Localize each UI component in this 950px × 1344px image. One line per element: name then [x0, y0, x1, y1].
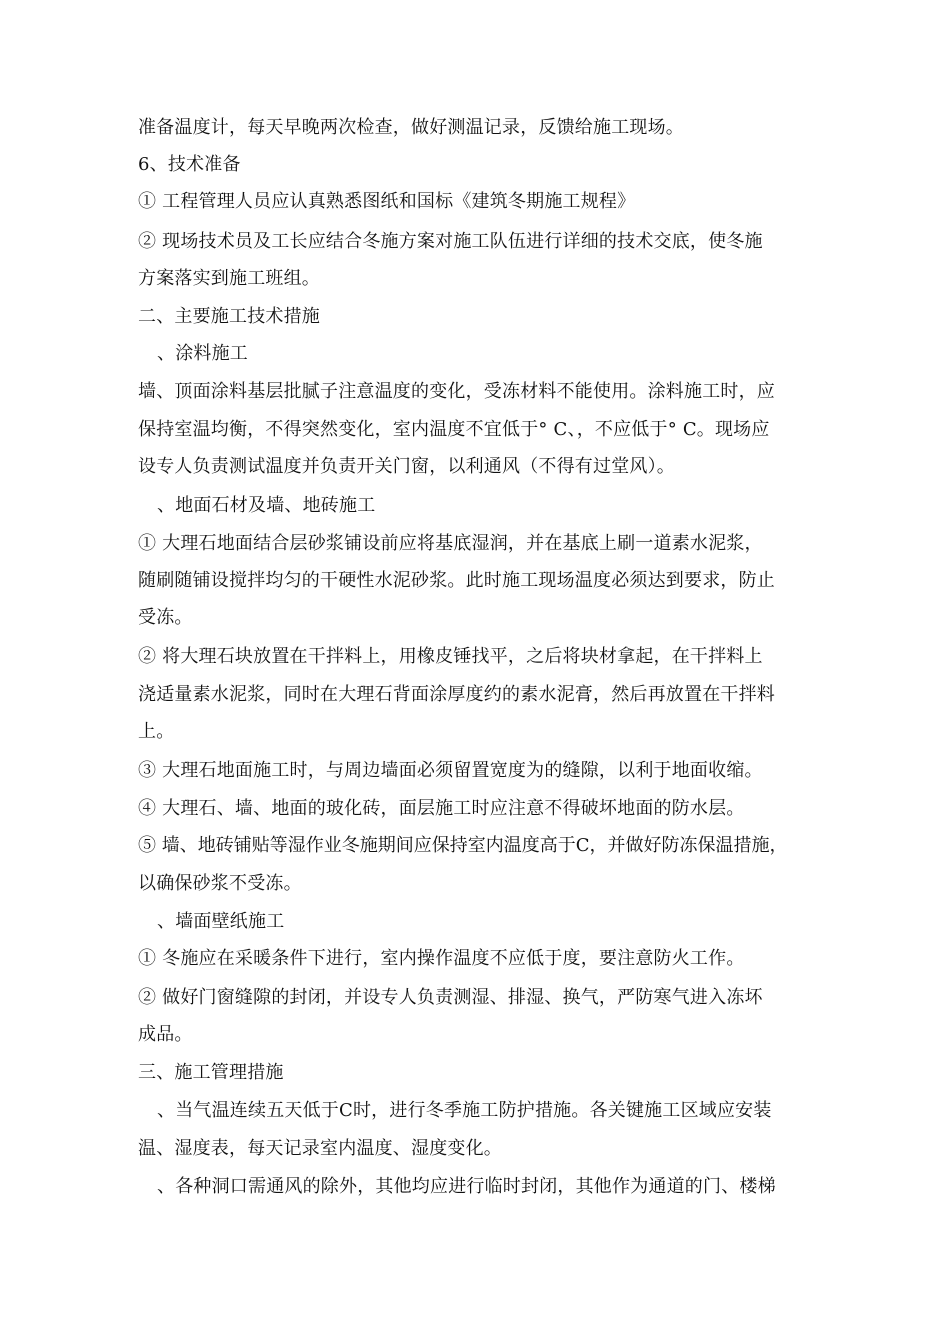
text-line: 、当气温连续五天低于C时，进行冬季施工防护措施。各关键施工区域应安装: [157, 1100, 772, 1121]
section-heading: 二、主要施工技术措施: [138, 306, 320, 327]
section-heading: 三、施工管理措施: [138, 1062, 284, 1083]
subsection-heading: 、涂料施工: [157, 343, 248, 364]
subsection-heading: 、墙面壁纸施工: [157, 911, 285, 932]
text-line: ② 现场技术员及工长应结合冬施方案对施工队伍进行详细的技术交底，使冬施: [138, 231, 763, 252]
text-line: 浇适量素水泥浆，同时在大理石背面涂厚度约的素水泥膏，然后再放置在干拌料: [138, 684, 775, 705]
text-line: 以确保砂浆不受冻。: [138, 873, 302, 894]
text-line: ① 工程管理人员应认真熟悉图纸和国标《建筑冬期施工规程》: [138, 191, 636, 212]
text-line: 上。: [138, 721, 175, 742]
section-heading: 6、技术准备: [138, 154, 241, 175]
text-line: ① 冬施应在采暖条件下进行，室内操作温度不应低于度，要注意防火工作。: [138, 948, 745, 969]
text-line: ③ 大理石地面施工时，与周边墙面必须留置宽度为的缝隙，以利于地面收缩。: [138, 760, 763, 781]
text-line: 方案落实到施工班组。: [138, 268, 320, 289]
subsection-heading: 、地面石材及墙、地砖施工: [157, 495, 376, 516]
text-line: 受冻。: [138, 607, 193, 628]
text-line: 温、湿度表，每天记录室内温度、湿度变化。: [138, 1138, 502, 1159]
text-line: 、各种洞口需通风的除外，其他均应进行临时封闭，其他作为通道的门、楼梯: [157, 1176, 776, 1197]
text-line: ① 大理石地面结合层砂浆铺设前应将基底湿润，并在基底上刷一道素水泥浆，: [138, 533, 763, 554]
text-line: 准备温度计，每天早晚两次检查，做好测温记录，反馈给施工现场。: [138, 117, 684, 138]
text-line: ② 将大理石块放置在干拌料上，用橡皮锤找平，之后将块材拿起，在干拌料上: [138, 646, 763, 667]
text-line: 保持室温均衡，不得突然变化，室内温度不宜低于° C、，不应低于° C。现场应: [138, 419, 770, 440]
text-line: ④ 大理石、墙、地面的玻化砖，面层施工时应注意不得破坏地面的防水层。: [138, 798, 745, 819]
text-line: 墙、顶面涂料基层批腻子注意温度的变化，受冻材料不能使用。涂料施工时，应: [138, 381, 775, 402]
text-line: ⑤ 墙、地砖铺贴等湿作业冬施期间应保持室内温度高于C，并做好防冻保温措施，: [138, 835, 788, 856]
text-line: 设专人负责测试温度并负责开关门窗，以利通风（不得有过堂风）。: [138, 456, 675, 477]
text-line: 成品。: [138, 1024, 193, 1045]
text-line: 随刷随铺设搅拌均匀的干硬性水泥砂浆。此时施工现场温度必须达到要求，防止: [138, 570, 775, 591]
text-line: ② 做好门窗缝隙的封闭，并设专人负责测湿、排湿、换气，严防寒气进入冻坏: [138, 987, 763, 1008]
